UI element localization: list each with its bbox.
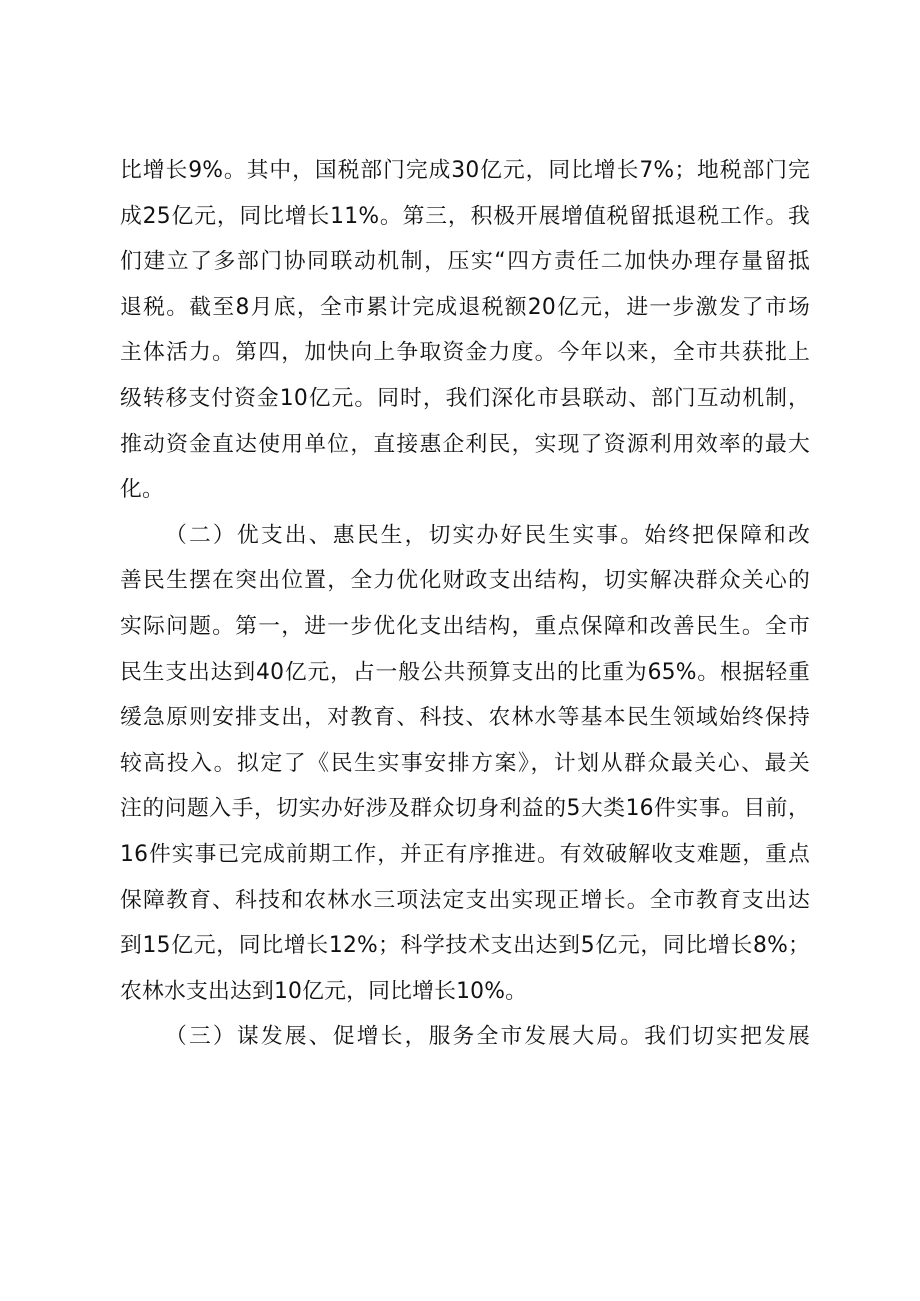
text-line: 成25亿元，同比增长11%。第三，积极开展增值税留抵退税工作。我	[120, 203, 810, 229]
text-line: 化。	[120, 477, 164, 503]
paragraph-2	[120, 513, 810, 1015]
text-line: 推动资金直达使用单位，直接惠企利民，实现了资源利用效率的最大	[120, 431, 810, 457]
text-line: （二）优支出、惠民生，切实办好民生实事。始终把保障和改	[165, 522, 810, 548]
text-line: 较高投入。拟定了《民生实事安排方案》，计划从群众最关心、最关	[120, 750, 810, 776]
text-line: 农林水支出达到10亿元，同比增长10%。	[120, 978, 528, 1004]
text-line: 退税。截至8月底，全市累计完成退税额20亿元，进一步激发了市场	[120, 294, 810, 320]
text-line: 注的问题入手，切实办好涉及群众切身利益的5大类16件实事。目前，	[120, 796, 810, 822]
text-line: （三）谋发展、促增长，服务全市发展大局。我们切实把发展	[165, 1024, 810, 1050]
paragraph-1	[120, 148, 810, 513]
text-line: 们建立了多部门协同联动机制，压实“四方责任二加快办理存量留抵	[120, 249, 810, 275]
text-line: 到15亿元，同比增长12%；科学技术支出达到5亿元，同比增长8%；	[120, 933, 810, 959]
text-line: 缓急原则安排支出，对教育、科技、农林水等基本民生领域始终保持	[120, 705, 810, 731]
text-line: 主体活力。第四，加快向上争取资金力度。今年以来，全市共获批上	[120, 340, 810, 366]
document-page	[120, 148, 810, 1060]
text-line: 比增长9%。其中，国税部门完成30亿元，同比增长7%；地税部门完	[120, 158, 810, 183]
paragraph-3	[120, 1014, 810, 1060]
text-line: 级转移支付资金10亿元。同时，我们深化市县联动、部门互动机制，	[120, 385, 810, 411]
text-line: 实际问题。第一，进一步优化支出结构，重点保障和改善民生。全市	[120, 613, 810, 639]
text-line: 16件实事已完成前期工作，并正有序推进。有效破解收支难题，重点	[120, 841, 810, 867]
text-line: 保障教育、科技和农林水三项法定支出实现正增长。全市教育支出达	[120, 887, 810, 913]
text-line: 善民生摆在突出位置，全力优化财政支出结构，切实解决群众关心的	[120, 568, 810, 594]
text-line: 民生支出达到40亿元，占一般公共预算支出的比重为65%。根据轻重	[120, 659, 810, 685]
